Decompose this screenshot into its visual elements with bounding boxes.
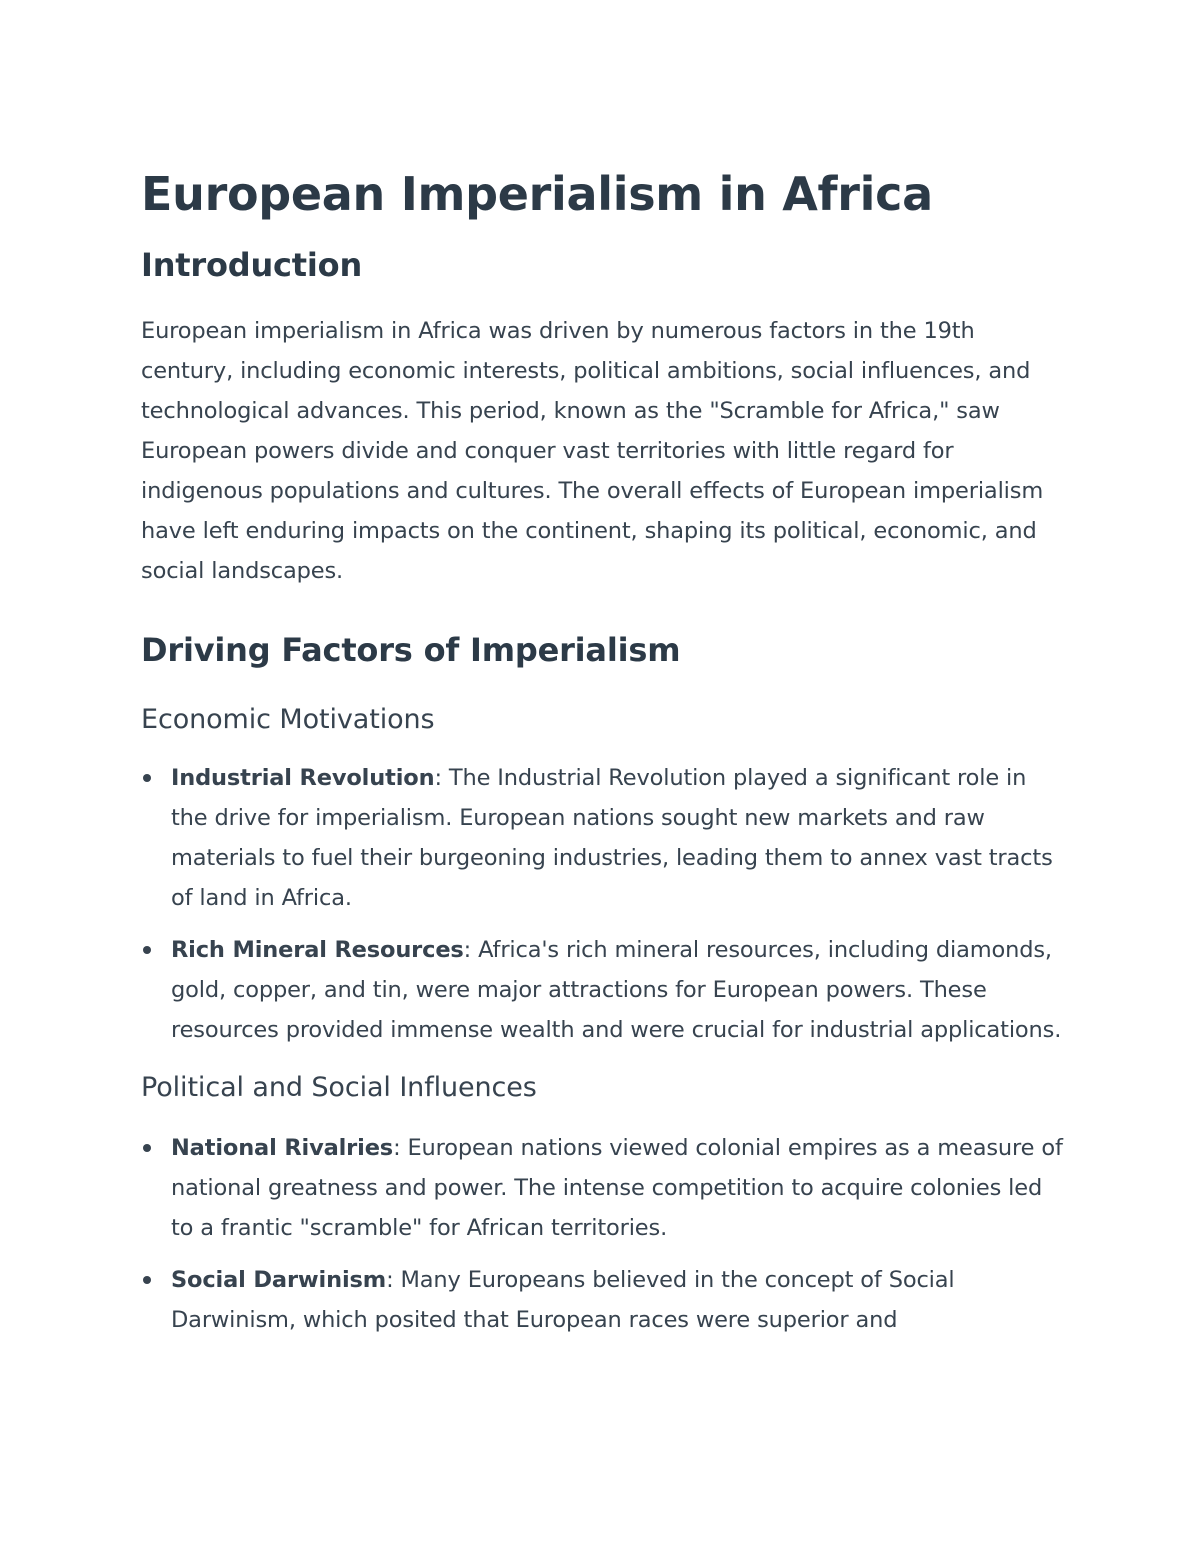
political-social-list bbox=[141, 1128, 1066, 1340]
list-item-term: Social Darwinism bbox=[171, 1267, 387, 1293]
list-item-term: Industrial Revolution bbox=[171, 765, 435, 791]
list-item-text: : The Industrial Revolution played a significant role in the drive for imperialism. European nations sought new markets and raw materials to fuel their burgeoning industries, leading them to annex vast tracts of land in Africa. bbox=[171, 765, 1053, 911]
bullet-icon bbox=[143, 946, 151, 954]
bullet-icon bbox=[143, 1144, 151, 1152]
list-item bbox=[141, 1260, 1066, 1340]
list-item-text: : Many Europeans believed in the concept of Social Darwinism, which posited that European races were superior and bbox=[171, 1267, 955, 1333]
introduction-paragraph: European imperialism in Africa was driven by numerous factors in the 19th century, including economic interests, political ambitions, social influences, and technological advances. This period, known as the "Scramble for Africa," saw European powers divide and conquer vast territories with little regard for indigenous populations and cultures. The overall effects of European imperialism have left enduring impacts on the continent, shaping its political, economic, and social landscapes. bbox=[141, 318, 1044, 584]
list-item bbox=[141, 1128, 1066, 1248]
document-page bbox=[141, 160, 1066, 1340]
list-item-text: : Africa's rich mineral resources, including diamonds, gold, copper, and tin, were major attractions for European powers. These resources provided immense wealth and were crucial for industrial applications. bbox=[171, 937, 1062, 1043]
economic-motivations-heading: Economic Motivations bbox=[141, 704, 435, 735]
list-item bbox=[141, 930, 1066, 1050]
list-item-term: Rich Mineral Resources bbox=[171, 937, 464, 963]
economic-motivations-list bbox=[141, 758, 1066, 1050]
list-item-term: National Rivalries bbox=[171, 1135, 394, 1161]
introduction-heading: Introduction bbox=[141, 246, 363, 284]
bullet-icon bbox=[143, 774, 151, 782]
bullet-icon bbox=[143, 1276, 151, 1284]
driving-factors-heading: Driving Factors of Imperialism bbox=[141, 631, 681, 669]
list-item-text: : European nations viewed colonial empires as a measure of national greatness and power. The intense competition to acquire colonies led to a frantic "scramble" for African territories. bbox=[171, 1135, 1063, 1241]
list-item bbox=[141, 758, 1066, 918]
document-title: European Imperialism in Africa bbox=[141, 167, 933, 221]
political-social-heading: Political and Social Influences bbox=[141, 1072, 537, 1103]
